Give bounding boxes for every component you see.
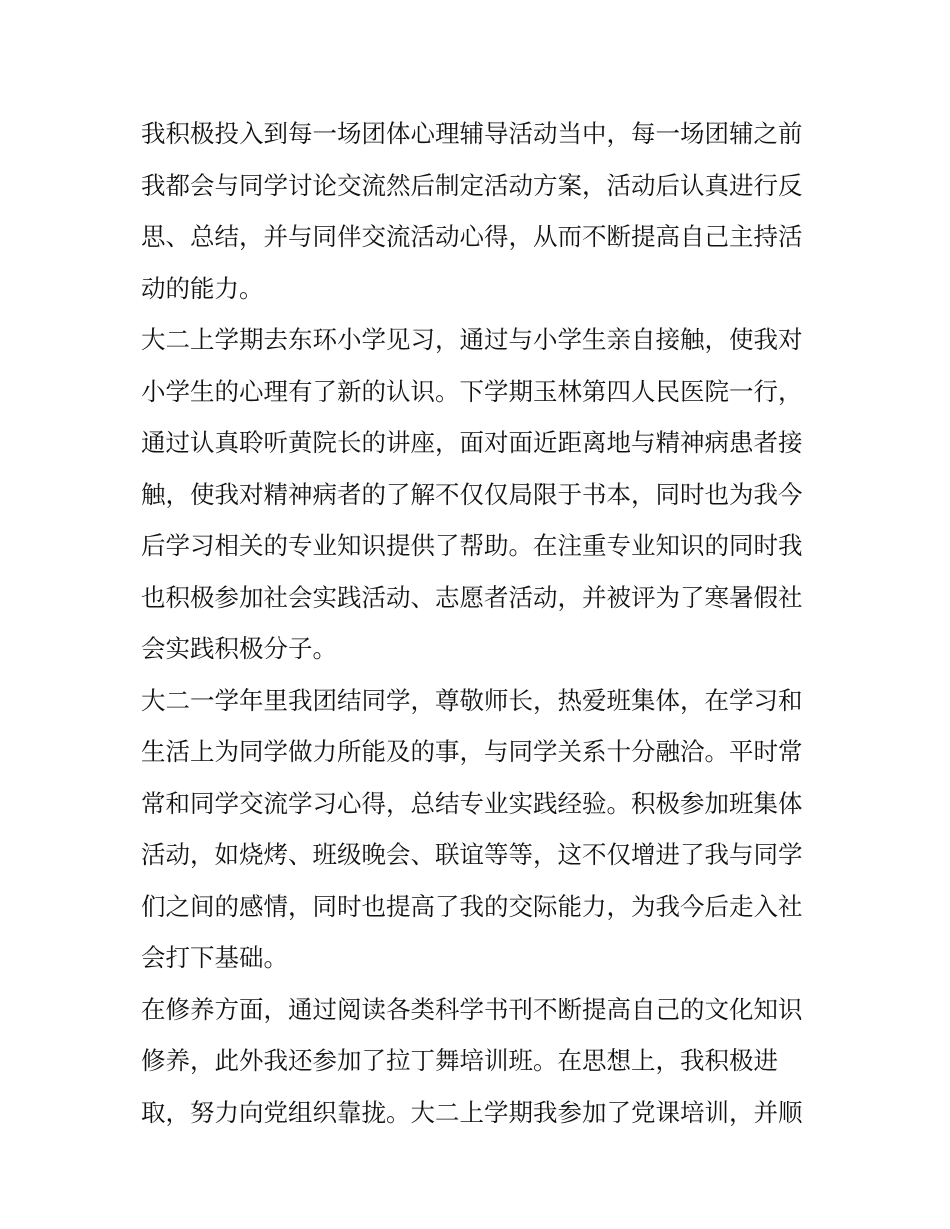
text-line: 动的能力。 xyxy=(141,273,264,303)
text-line: 思、总结，并与同伴交流活动心得，从而不断提高自己主持活 xyxy=(141,222,803,251)
text-line: 大二一学年里我团结同学，尊敬师长，热爱班集体，在学习和 xyxy=(141,685,803,715)
text-line: 修养，此外我还参加了拉丁舞培训班。在思想上，我积极进 xyxy=(141,1046,778,1075)
text-line: 大二上学期去东环小学见习，通过与小学生亲自接触，使我对 xyxy=(141,325,803,354)
text-line: 生活上为同学做力所能及的事，与同学关系十分融洽。平时常 xyxy=(141,737,803,766)
text-line: 会实践积极分子。 xyxy=(141,634,337,663)
text-line: 我积极投入到每一场团体心理辅导活动当中，每一场团辅之前 xyxy=(141,119,803,148)
text-line: 会打下基础。 xyxy=(141,943,288,972)
text-line: 活动，如烧烤、班级晚会、联谊等等，这不仅增进了我与同学 xyxy=(141,840,803,869)
text-line: 小学生的心理有了新的认识。下学期玉林第四人民医院一行， xyxy=(141,376,803,406)
text-line: 常和同学交流学习心得，总结专业实践经验。积极参加班集体 xyxy=(141,788,803,818)
document-body xyxy=(141,108,821,1138)
text-line: 在修养方面，通过阅读各类科学书刊不断提高自己的文化知识 xyxy=(141,994,803,1024)
text-line: 通过认真聆听黄院长的讲座，面对面近距离地与精神病患者接 xyxy=(141,428,803,457)
text-line: 取，努力向党组织靠拢。大二上学期我参加了党课培训，并顺 xyxy=(141,1097,803,1127)
text-line: 我都会与同学讨论交流然后制定活动方案，活动后认真进行反 xyxy=(141,170,803,200)
text-line: 们之间的感情，同时也提高了我的交际能力，为我今后走入社 xyxy=(141,891,803,921)
text-line: 触，使我对精神病者的了解不仅仅局限于书本，同时也为我今 xyxy=(141,479,803,509)
text-line: 后学习相关的专业知识提供了帮助。在注重专业知识的同时我 xyxy=(141,531,803,560)
text-line: 也积极参加社会实践活动、志愿者活动，并被评为了寒暑假社 xyxy=(141,582,803,612)
